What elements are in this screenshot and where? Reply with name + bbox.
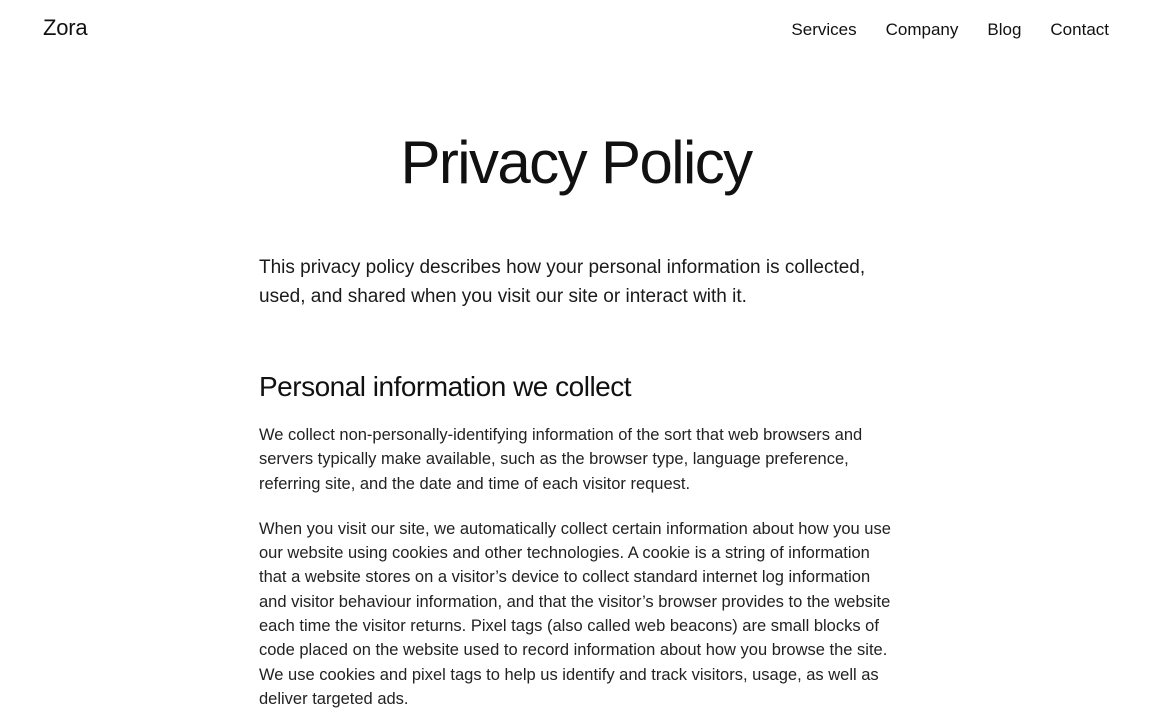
nav-link-services[interactable]: Services — [791, 20, 857, 39]
main-nav — [791, 20, 1109, 40]
brand-logo[interactable]: Zora — [43, 15, 88, 40]
page-title: Privacy Policy — [400, 129, 752, 196]
site-header — [0, 0, 1152, 60]
section-heading: Personal information we collect — [259, 371, 632, 402]
intro-paragraph: This privacy policy describes how your personal information is collected, used, and shared when you visit our site or interact with it. — [259, 257, 866, 307]
body-paragraph: We collect non-personally-identifying information of the sort that web browsers and servers typically make available, such as the browser type, language preference, referring site, and the date and time of each visitor request. — [259, 426, 863, 493]
section-personal-information — [259, 369, 899, 711]
body-paragraph: When you visit our site, we automatically collect certain information about how you use our website using cookies and other technologies. A cookie is a string of information that a website stores on a visitor’s device to collect standard internet log information and visitor behaviour information, and that the visitor’s browser provides to the website each time the visitor returns. Pixel tags (also called web beacons) are small blocks of code placed on the website used to record information about how you browse the site. We use cookies and pixel tags to help us identify and track visitors, usage, as well as deliver targeted ads. — [259, 519, 891, 708]
nav-link-company[interactable]: Company — [885, 20, 959, 39]
nav-link-blog[interactable]: Blog — [987, 20, 1022, 39]
nav-link-contact[interactable]: Contact — [1050, 20, 1109, 39]
policy-content — [259, 254, 899, 711]
